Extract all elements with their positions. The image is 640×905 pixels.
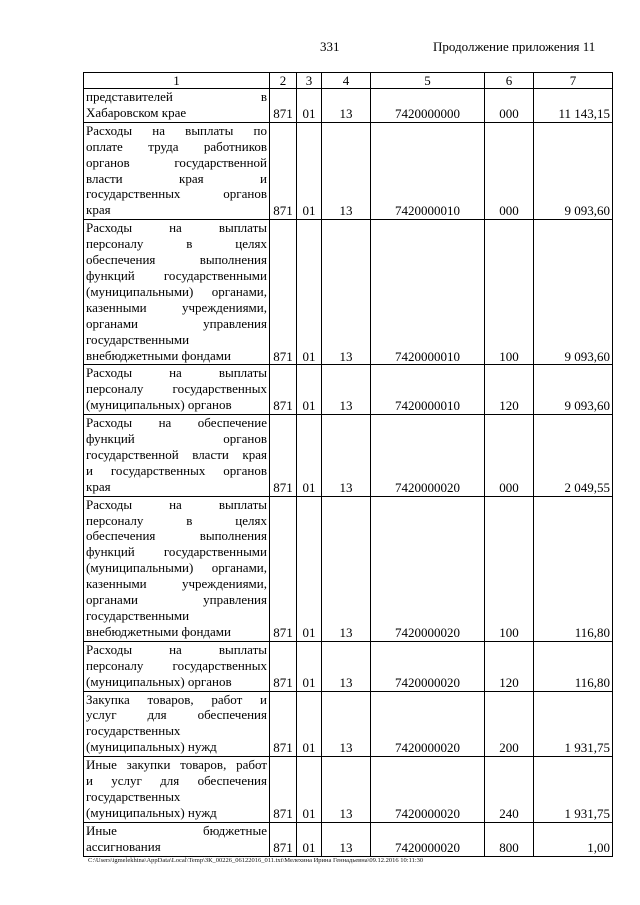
table-header-row <box>84 73 613 89</box>
column-header: 2 <box>270 73 297 89</box>
description-line: внебюджетными фондами <box>86 623 231 639</box>
description-line: (муниципальных) органов <box>86 673 232 689</box>
description-line: (муниципальными) органами, <box>86 283 267 299</box>
subsection-code-cell: 13 <box>322 415 371 497</box>
description-line: казенными учреждениями, <box>86 576 267 592</box>
amount-cell: 1 931,75 <box>534 691 613 757</box>
description-line: органов государственной <box>86 154 267 170</box>
row-description <box>84 365 270 415</box>
description-line: и государственных органов <box>86 462 267 478</box>
column-header: 4 <box>322 73 371 89</box>
amount-cell: 116,80 <box>534 641 613 691</box>
table-row <box>84 365 613 415</box>
admin-code-cell: 871 <box>270 691 297 757</box>
description-line: Иные бюджетные <box>86 822 267 838</box>
page-number: 331 <box>320 39 340 54</box>
description-line: функций государственными <box>86 267 267 283</box>
target-article-cell: 7420000010 <box>371 220 485 365</box>
amount-cell: 9 093,60 <box>534 122 613 219</box>
description-line: функций органов <box>86 431 267 447</box>
description-line: Расходы на выплаты <box>86 365 267 381</box>
column-header: 7 <box>534 73 613 89</box>
table-row <box>84 122 613 219</box>
budget-table <box>83 72 613 857</box>
row-description <box>84 691 270 757</box>
target-article-cell: 7420000020 <box>371 415 485 497</box>
row-description <box>84 496 270 641</box>
admin-code-cell: 871 <box>270 122 297 219</box>
table-row <box>84 496 613 641</box>
subsection-code-cell: 13 <box>322 122 371 219</box>
description-line: края <box>86 202 111 218</box>
row-description <box>84 822 270 856</box>
table-row <box>84 757 613 823</box>
description-line: обеспечения выполнения <box>86 528 267 544</box>
target-article-cell: 7420000020 <box>371 641 485 691</box>
description-line: услуг для обеспечения <box>86 707 267 723</box>
admin-code-cell: 871 <box>270 757 297 823</box>
subsection-code-cell: 13 <box>322 822 371 856</box>
subsection-code-cell: 13 <box>322 220 371 365</box>
description-line: Расходы на обеспечение <box>86 415 267 431</box>
description-line: (муниципальных) нужд <box>86 804 217 820</box>
column-header: 6 <box>485 73 534 89</box>
description-line: персоналу государственных <box>86 657 267 673</box>
subsection-code-cell: 13 <box>322 691 371 757</box>
description-line: представителей в <box>86 89 267 104</box>
expense-type-cell: 000 <box>485 122 534 219</box>
description-line: и услуг для обеспечения <box>86 773 267 789</box>
admin-code-cell: 871 <box>270 89 297 123</box>
table-row <box>84 691 613 757</box>
description-line: персоналу государственных <box>86 381 267 397</box>
expense-type-cell: 240 <box>485 757 534 823</box>
description-line: казенными учреждениями, <box>86 299 267 315</box>
row-description <box>84 641 270 691</box>
admin-code-cell: 871 <box>270 822 297 856</box>
description-line: ассигнования <box>86 838 161 854</box>
amount-cell: 1,00 <box>534 822 613 856</box>
row-description <box>84 89 270 123</box>
amount-cell: 9 093,60 <box>534 365 613 415</box>
description-line: (муниципальными) органами, <box>86 560 267 576</box>
description-line: государственных <box>86 788 181 804</box>
admin-code-cell: 871 <box>270 641 297 691</box>
section-code-cell: 01 <box>297 496 322 641</box>
description-line: государственных органов <box>86 186 267 202</box>
description-line: власти края и <box>86 170 267 186</box>
expense-type-cell: 120 <box>485 641 534 691</box>
expense-type-cell: 120 <box>485 365 534 415</box>
amount-cell: 9 093,60 <box>534 220 613 365</box>
target-article-cell: 7420000020 <box>371 757 485 823</box>
admin-code-cell: 871 <box>270 220 297 365</box>
target-article-cell: 7420000020 <box>371 496 485 641</box>
subsection-code-cell: 13 <box>322 641 371 691</box>
description-line: государственных <box>86 723 181 739</box>
row-description <box>84 757 270 823</box>
description-line: Расходы на выплаты по <box>86 122 267 138</box>
column-header: 5 <box>371 73 485 89</box>
description-line: Иные закупки товаров, работ <box>86 757 267 773</box>
section-code-cell: 01 <box>297 220 322 365</box>
table-row <box>84 220 613 365</box>
description-line: Закупка товаров, работ и <box>86 691 267 707</box>
description-line: функций государственными <box>86 544 267 560</box>
description-line: Хабаровском крае <box>86 104 187 120</box>
description-line: Расходы на выплаты <box>86 496 267 512</box>
amount-cell: 116,80 <box>534 496 613 641</box>
expense-type-cell: 200 <box>485 691 534 757</box>
row-description <box>84 415 270 497</box>
footer-file-path: C:\Users\igmelekhina\AppData\Local\Temp\ЗК_00226_06122016_011.txt\Мелехина Ирина Геннадьевна\09.12.2016 10:11:30 <box>88 857 424 864</box>
description-line: края <box>86 478 111 494</box>
description-line: персоналу в целях <box>86 512 267 528</box>
column-header: 3 <box>297 73 322 89</box>
description-line: органами управления <box>86 592 267 608</box>
description-line: Расходы на выплаты <box>86 641 267 657</box>
table-row <box>84 822 613 856</box>
row-description <box>84 122 270 219</box>
description-line: государственными <box>86 608 190 623</box>
section-code-cell: 01 <box>297 122 322 219</box>
description-line: оплате труда работников <box>86 138 267 154</box>
section-code-cell: 01 <box>297 89 322 123</box>
section-code-cell: 01 <box>297 822 322 856</box>
appendix-continuation-note: Продолжение приложения 11 <box>433 39 596 54</box>
row-description <box>84 220 270 365</box>
table-row <box>84 89 613 123</box>
admin-code-cell: 871 <box>270 365 297 415</box>
description-line: государственными <box>86 331 190 347</box>
budget-table-body <box>84 73 613 857</box>
subsection-code-cell: 13 <box>322 89 371 123</box>
target-article-cell: 7420000010 <box>371 122 485 219</box>
table-row <box>84 641 613 691</box>
amount-cell: 1 931,75 <box>534 757 613 823</box>
target-article-cell: 7420000020 <box>371 822 485 856</box>
subsection-code-cell: 13 <box>322 365 371 415</box>
column-header: 1 <box>84 73 270 89</box>
admin-code-cell: 871 <box>270 496 297 641</box>
expense-type-cell: 800 <box>485 822 534 856</box>
expense-type-cell: 000 <box>485 89 534 123</box>
section-code-cell: 01 <box>297 691 322 757</box>
admin-code-cell: 871 <box>270 415 297 497</box>
section-code-cell: 01 <box>297 641 322 691</box>
description-line: (муниципальных) нужд <box>86 739 217 755</box>
description-line: обеспечения выполнения <box>86 252 267 268</box>
description-line: государственной власти края <box>86 446 267 462</box>
description-line: (муниципальных) органов <box>86 397 232 413</box>
description-line: органами управления <box>86 315 267 331</box>
section-code-cell: 01 <box>297 757 322 823</box>
subsection-code-cell: 13 <box>322 757 371 823</box>
description-line: внебюджетными фондами <box>86 347 231 363</box>
amount-cell: 2 049,55 <box>534 415 613 497</box>
section-code-cell: 01 <box>297 415 322 497</box>
section-code-cell: 01 <box>297 365 322 415</box>
description-line: персоналу в целях <box>86 236 267 252</box>
target-article-cell: 7420000000 <box>371 89 485 123</box>
target-article-cell: 7420000010 <box>371 365 485 415</box>
description-line: Расходы на выплаты <box>86 220 267 236</box>
expense-type-cell: 000 <box>485 415 534 497</box>
amount-cell: 11 143,15 <box>534 89 613 123</box>
subsection-code-cell: 13 <box>322 496 371 641</box>
expense-type-cell: 100 <box>485 496 534 641</box>
expense-type-cell: 100 <box>485 220 534 365</box>
target-article-cell: 7420000020 <box>371 691 485 757</box>
table-row <box>84 415 613 497</box>
